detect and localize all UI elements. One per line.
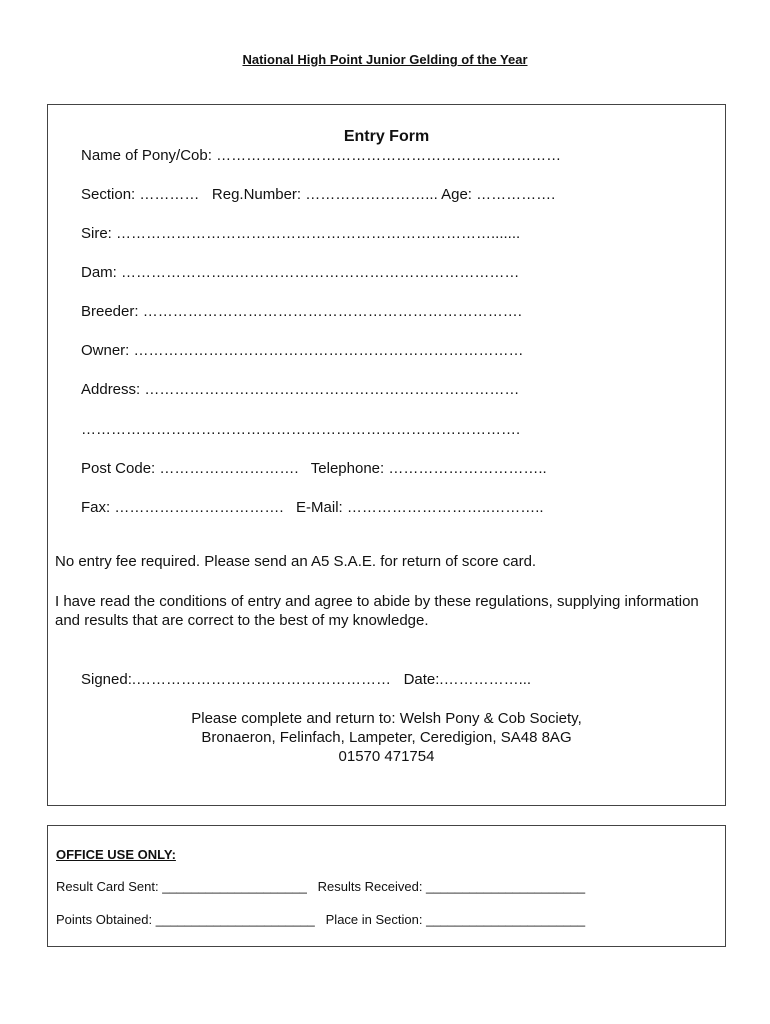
return-address: [48, 709, 725, 766]
office-row-2: [56, 912, 585, 927]
breeder-field[interactable]: Breeder: ………………………………………………………………….: [81, 303, 522, 320]
section-field[interactable]: Section: …………: [81, 186, 200, 203]
office-use-box: [47, 825, 726, 947]
office-row-1: [56, 879, 585, 894]
points-obtained-field[interactable]: Points Obtained: ______________________: [56, 912, 315, 927]
dam-field[interactable]: Dam: …………………..…………………………………………………: [81, 264, 520, 281]
postcode-telephone-row: [81, 460, 547, 477]
return-line-2: Bronaeron, Felinfach, Lampeter, Ceredigion, SA48 8AG: [201, 729, 572, 746]
age-field[interactable]: Age: …………….: [441, 186, 556, 203]
fee-note: No entry fee required. Please send an A5 S.A.E. for return of score card.: [55, 553, 537, 570]
section-reg-age-row: [81, 186, 555, 203]
form-heading: Entry Form: [343, 128, 430, 145]
signed-field[interactable]: Signed:.……………………………………………: [81, 671, 392, 688]
address-line-2-field[interactable]: …………………………………………………………………………….: [81, 421, 521, 438]
page-title: National High Point Junior Gelding of the Year: [242, 52, 528, 67]
reg-number-field[interactable]: Reg.Number: ……………………...: [211, 186, 438, 203]
telephone-field[interactable]: Telephone: …………………………..: [310, 460, 547, 477]
email-field[interactable]: E-Mail: ………………………..………..: [296, 499, 544, 516]
place-in-section-field[interactable]: Place in Section: ______________________: [325, 912, 586, 927]
owner-field[interactable]: Owner: ……………………………………………………………………: [81, 342, 524, 359]
address-field[interactable]: Address: …………………………………………………………………: [81, 381, 520, 398]
results-received-field[interactable]: Results Received: ______________________: [317, 879, 586, 894]
post-code-field[interactable]: Post Code: ……………………….: [81, 460, 299, 477]
return-line-1: Please complete and return to: Welsh Pony & Cob Society,: [191, 710, 582, 727]
fax-field[interactable]: Fax: …………………………….: [81, 499, 284, 516]
entry-form-box: [47, 104, 726, 806]
date-field[interactable]: Date:.……………...: [403, 671, 532, 688]
sire-field[interactable]: Sire: ………………………………………………………………….......: [81, 225, 521, 242]
office-use-title: OFFICE USE ONLY:: [56, 847, 176, 862]
pony-name-field[interactable]: Name of Pony/Cob: ……………………………………………………………: [81, 147, 562, 164]
declaration-text: I have read the conditions of entry and agree to abide by these regulations, supplying information and results that are correct to the best of my knowledge.: [55, 593, 699, 629]
signature-row: [81, 671, 531, 688]
return-phone: 01570 471754: [338, 748, 435, 765]
fax-email-row: [81, 499, 544, 516]
result-card-sent-field[interactable]: Result Card Sent: ____________________: [56, 879, 307, 894]
